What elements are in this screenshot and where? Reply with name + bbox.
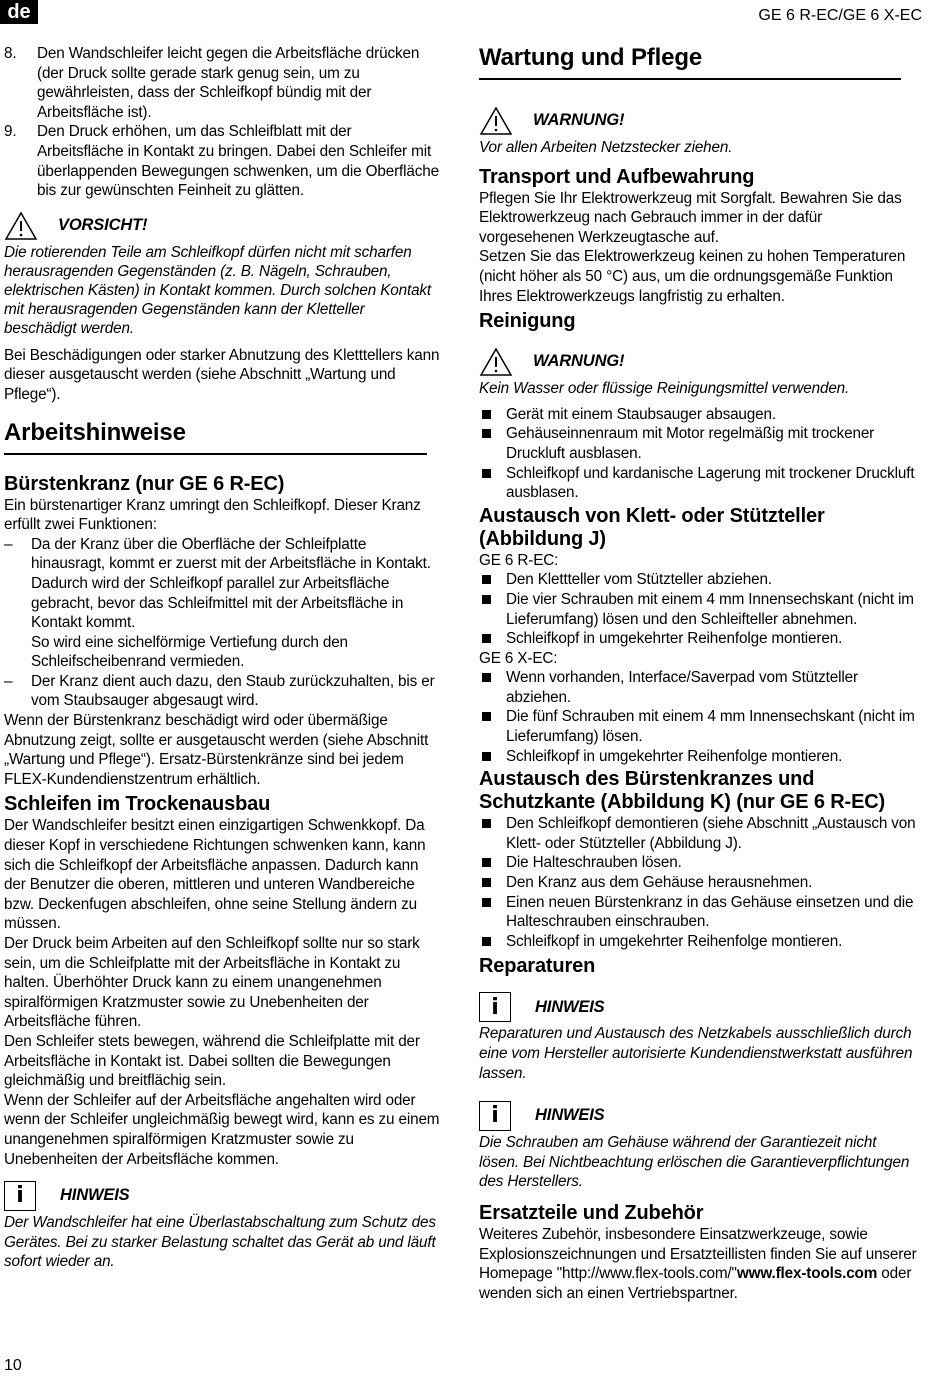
list-item: Schleifkopf und kardanische Lagerung mit trockener Druckluft ausblasen. [479,464,919,503]
list-item: 8. Den Wandschleifer leicht gegen die Arbeitsfläche drücken (der Druck sollte gerade stark genug sein, um zu gewährleisten, dass der Schleifkopf bündig mit der Arbeitsfläche ist). [4,45,420,121]
list-item: Gerät mit einem Staubsauger absaugen. [479,405,919,425]
section-heading-wartung: Wartung und Pflege [479,44,901,80]
brush-steps-list [479,814,919,951]
warning-triangle-icon [4,211,38,241]
hint-text: Der Wandschleifer hat eine Überlastabschaltung zum Schutz des Gerätes. Bei zu starker Belastung schaltet das Gerät ab und läuft sofort wieder an. [4,1214,436,1271]
brush-intro: Ein bürstenartiger Kranz umringt den Schleifkopf. Dieser Kranz erfüllt zwei Funktionen: [4,496,421,534]
pad-steps-r-ec [479,570,919,648]
hint-notice-2 [479,1099,919,1133]
page-number: 10 [4,1357,22,1374]
warning-title: WARNUNG! [533,111,625,130]
list-item: Die fünf Schrauben mit einem 4 mm Innensechskant (nicht im Lieferumfang) lösen. [479,707,919,746]
section-heading-arbeitshinweise: Arbeitshinweise [4,419,427,455]
transport-paragraph-2: Setzen Sie das Elektrowerkzeug keinen zu hohen Temperaturen (nicht höher als 50 °C) aus, um die ordnungsgemäße Funktion Ihres Elektrowerkzeugs langfristig zu erhalten. [479,248,906,305]
dry-paragraph-2: Der Druck beim Arbeiten auf den Schleifkopf sollte nur so stark sein, um die Schleifplatte mit der Arbeitsfläche in Kontakt zu halten. Überhöhter Druck kann zu einem unangenehmen spiralförmigen Kratzmuster sowie zu Unebenheiten der Arbeitsfläche führen. [4,935,420,1031]
info-icon: i [479,992,511,1022]
website-link[interactable]: www.flex-tools.com [736,1265,878,1283]
subheading-brush-replacement: Austausch des Bürstenkranzes und Schutzkante (Abbildung K) (nur GE 6 R-EC) [479,768,886,814]
warning-title: WARNUNG! [533,352,625,371]
subheading-pad-replacement: Austausch von Klett- oder Stützteller (Abbildung J) [479,504,825,550]
list-item: Wenn vorhanden, Interface/Saverpad vom Stützteller abziehen. [479,668,919,707]
list-item: Die Halteschrauben lösen. [479,853,919,873]
subheading-transport: Transport und Aufbewahrung [479,165,755,188]
warning-text: Vor allen Arbeiten Netzstecker ziehen. [479,139,733,156]
list-item: Schleifkopf in umgekehrter Reihenfolge montieren. [479,629,919,649]
transport-paragraph-1: Pflegen Sie Ihr Elektrowerkzeug mit Sorgfalt. Bewahren Sie das Elektrowerkzeug nach Gebrauch immer in der dafür vorgesehenen Werkzeugtasche auf. [479,189,902,246]
cleaning-list [479,405,919,503]
left-column [4,44,441,1272]
subheading-buerstenkranz: Bürstenkranz (nur GE 6 R-EC) [4,472,285,495]
pad-steps-x-ec [479,668,919,766]
brush-functions-list [4,535,441,711]
list-item: Schleifkopf in umgekehrter Reihenfolge montieren. [479,747,919,767]
language-badge: de [0,0,38,24]
info-icon: i [4,1181,36,1211]
hint-title: HINWEIS [535,997,605,1016]
damage-paragraph: Bei Beschädigungen oder starker Abnutzung des Kletttellers kann dieser ausgetauscht werden (siehe Abschnitt „Wartung und Pflege“). [4,346,440,403]
warning-notice-2 [479,345,919,379]
list-item: Den Kranz aus dem Gehäuse herausnehmen. [479,873,919,893]
list-item: Einen neuen Bürstenkranz in das Gehäuse einsetzen und die Halteschrauben einschrauben. [479,893,919,932]
warning-text: Kein Wasser oder flüssige Reinigungsmittel verwenden. [479,380,850,398]
caution-notice [4,209,441,243]
hint-notice-1 [479,990,919,1024]
subheading-ersatzteile: Ersatzteile und Zubehör [479,1201,704,1224]
parts-paragraph: Weiteres Zubehör, insbesondere Einsatzwerkzeuge, sowie Explosionszeichnungen und Ersatzteillisten finden Sie auf unserer Homepage "http://www.flex-tools.com/"www.flex-tools.com oder wenden sich an einen Vertriebspartner. [479,1225,917,1302]
dry-paragraph-3: Den Schleifer stets bewegen, während die Schleifplatte mit der Arbeitsfläche in Kontakt ist. Dabei sollten die Bewegungen gleichmäßig und breitflächig sein. [4,1032,420,1090]
subheading-reinigung: Reinigung [479,310,576,333]
list-item: Die vier Schrauben mit einem 4 mm Innensechskant (nicht im Lieferumfang) lösen und den Schleifteller abnehmen. [479,590,919,629]
warning-triangle-icon [479,347,513,377]
list-item: – Der Kranz dient auch dazu, den Staub zurückzuhalten, bis er vom Staubsauger abgesaugt wird. [4,672,441,711]
hint-text: Die Schrauben am Gehäuse während der Garantiezeit nicht lösen. Bei Nichtbeachtung erlöschen die Garantieverpflichtungen des Herstellers. [479,1134,910,1191]
list-item: – Da der Kranz über die Oberfläche der Schleifplatte hinausragt, kommt er zuerst mit der Arbeitsfläche in Kontakt. Dadurch wird der Schleifkopf parallel zur Arbeitsfläche gebracht, bevor das Schleifmittel mit der Arbeitsfläche in Kontakt kommt. So wird eine sichelförmige Vertiefung durch den Schleifscheibenrand vermieden. [4,535,441,672]
model-label: GE 6 X-EC: [479,649,558,667]
dry-paragraph-1: Der Wandschleifer besitzt einen einzigartigen Schwenkkopf. Da dieser Kopf in verschiedene Richtungen schwenken kann, kann sich die Schleifkopf der Arbeitsfläche anpassen. Dadurch kann der Benutzer die oberen, mittleren und unteren Wandbereiche bzw. Deckenfugen abschleifen, ohne seine Stellung ändern zu müssen. [4,817,426,933]
info-icon: i [479,1101,511,1131]
warning-notice-1 [479,104,919,138]
hint-title: HINWEIS [60,1186,130,1205]
hint-title: HINWEIS [535,1106,605,1125]
list-item: Schleifkopf in umgekehrter Reihenfolge montieren. [479,932,919,952]
dry-paragraph-4: Wenn der Schleifer auf der Arbeitsfläche angehalten wird oder wenn der Schleifer ungleichmäßig bewegt wird, kann es zu einem unangenehmen spiralförmigen Kratzmuster sowie zu Unebenheiten der Arbeitsfläche kommen. [4,1091,440,1168]
steps-list [4,44,441,201]
subheading-reparaturen: Reparaturen [479,955,596,978]
list-item: 9. Den Druck erhöhen, um das Schleifblatt mit der Arbeitsfläche in Kontakt zu bringen. Dabei den Schleifer mit überlappenden Bewegungen schwenken, um die Oberfläche bis zur gewünschten Feinheit zu glätten. [4,123,439,200]
hint-notice [4,1179,441,1213]
caution-title: VORSICHT! [58,215,148,234]
list-item: Den Schleifkopf demontieren (siehe Abschnitt „Austausch von Klett- oder Stützteller (Abbildung J). [479,814,919,853]
right-column [479,44,919,1303]
caution-text: Die rotierenden Teile am Schleifkopf dürfen nicht mit scharfen herausragenden Gegenständen (z. B. Nägeln, Schrauben, elektrischen Kästen) in Kontakt kommen. Durch solchen Kontakt mit herausragenden Gegenständen kann der Kletteller beschädigt werden. [4,243,432,337]
list-item: Gehäuseinnenraum mit Motor regelmäßig mit trockener Druckluft ausblasen. [479,424,919,463]
warning-triangle-icon [479,106,513,136]
brush-replace-paragraph: Wenn der Bürstenkranz beschädigt wird oder übermäßige Abnutzung zeigt, sollte er ausgetauscht werden (siehe Abschnitt „Wartung und Pflege“). Ersatz-Bürstenkränze sind bei jedem FLEX-Kundendienstzentrum erhältlich. [4,712,429,788]
list-item: Den Klettteller vom Stützteller abziehen. [479,570,919,590]
model-label: GE 6 R-EC: [479,551,559,569]
hint-text: Reparaturen und Austausch des Netzkabels ausschließlich durch eine vom Hersteller autorisierte Kundendienstwerkstatt ausführen lassen. [479,1025,913,1082]
model-header: GE 6 R-EC/GE 6 X-EC [758,7,922,24]
subheading-trockenausbau: Schleifen im Trockenausbau [4,793,271,816]
